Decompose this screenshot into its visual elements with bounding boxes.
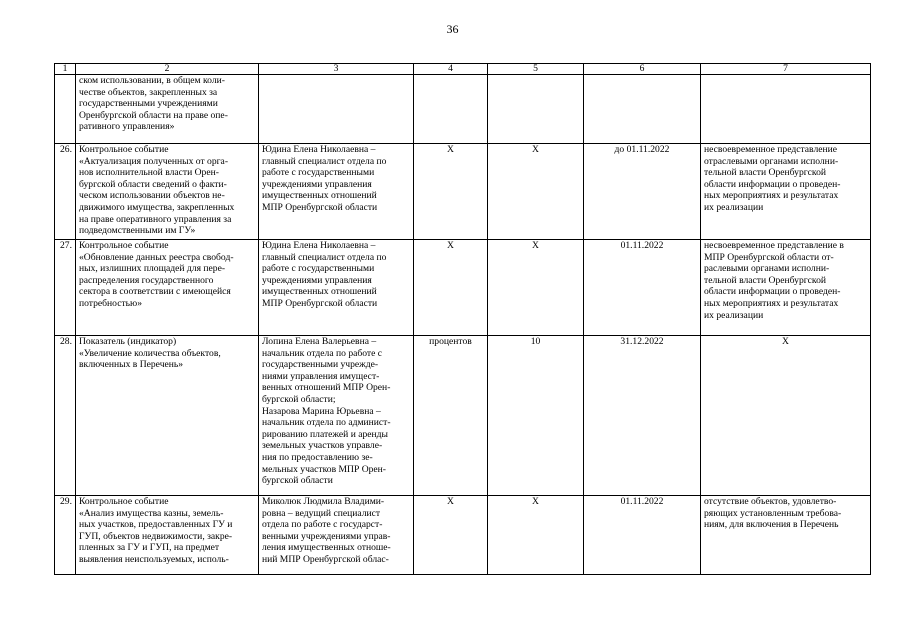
responsible-person-line: МПР Оренбургской области (262, 297, 378, 309)
risk-line: тельной власти Оренбургской (704, 274, 827, 286)
responsible-person-line: ния по предоставлению зе- (262, 451, 373, 463)
responsible-person-line: ний МПР Оренбургской облас- (262, 553, 389, 565)
responsible-person-line: работе с государственными (262, 167, 375, 179)
value-cell: 10 (488, 336, 584, 496)
column-header-6: 6 (584, 64, 701, 75)
risk-line: области информации о проведен- (704, 178, 841, 190)
responsible-person-line: главный специалист отдела по (262, 155, 387, 167)
row-number: 26. (55, 144, 76, 240)
responsible-person-line: рированию платежей и аренды (262, 428, 389, 440)
responsible-person-line: ниями управления имущест- (262, 370, 380, 382)
row-number (55, 75, 76, 144)
row-number: 28. (55, 336, 76, 496)
table-row (55, 240, 871, 336)
responsible-person-line: Лопина Елена Валерьевна – (262, 336, 377, 347)
unit-cell: X (414, 240, 488, 336)
risk-line: ных мероприятиях и результатах (704, 190, 839, 202)
event-description-line: ративного управления» (79, 121, 175, 133)
value-cell: X (488, 240, 584, 336)
risk-cell (701, 75, 871, 144)
event-description-cell (76, 75, 259, 144)
event-description-line: подведомственными им ГУ» (79, 225, 196, 237)
risk-line: их реализации (704, 309, 764, 321)
event-description-line: включенных в Перечень» (79, 359, 184, 371)
risk-cell (701, 496, 871, 575)
responsible-person-line: венных отношений МПР Орен- (262, 382, 391, 394)
risk-line: несвоевременное представление в (704, 240, 844, 251)
responsible-person-line: бургской области (262, 475, 333, 487)
responsible-person-line: Юдина Елена Николаевна – (262, 240, 376, 251)
risk-line: ниям, для включения в Перечень (704, 519, 839, 531)
responsible-person-line: имущественных отношений (262, 286, 377, 298)
responsible-person-line: главный специалист отдела по (262, 251, 387, 263)
event-description-line: Контрольное событие (79, 496, 169, 507)
event-description-cell (76, 336, 259, 496)
event-description-line: «Актуализация полученных от орга- (79, 155, 229, 167)
responsible-person-line: учреждениями управления (262, 178, 372, 190)
deadline-cell: до 01.11.2022 (584, 144, 701, 240)
responsible-person-line: ления имущественных отноше- (262, 542, 391, 554)
responsible-person-line: Юдина Елена Николаевна – (262, 144, 376, 155)
responsible-person-cell (259, 144, 414, 240)
event-description-line: государственными учреждениями (79, 98, 218, 110)
event-description-line: потребностью» (79, 297, 143, 309)
risk-line: отраслевыми органами исполни- (704, 155, 839, 167)
event-description-line: «Увеличение количества объектов, (79, 347, 221, 359)
risk-line: ряющих установленным требова- (704, 507, 842, 519)
event-description-line: «Обновление данных реестра свобод- (79, 251, 234, 263)
risk-line: ных мероприятиях и результатах (704, 297, 839, 309)
risk-cell (701, 336, 871, 496)
responsible-person-line: Назарова Марина Юрьевна – (262, 405, 381, 417)
unit-cell: X (414, 144, 488, 240)
event-description-line: честве объектов, закрепленных за (79, 86, 218, 98)
responsible-person-cell (259, 75, 414, 144)
deadline-cell: 01.11.2022 (584, 240, 701, 336)
event-description-line: распределения государственного (79, 274, 214, 286)
event-description-line: ГУП, объектов недвижимости, закре- (79, 530, 233, 542)
column-header-2: 2 (76, 64, 259, 75)
responsible-person-line: Миколюк Людмила Владими- (262, 496, 385, 507)
unit-cell: процентов (414, 336, 488, 496)
responsible-person-line: работе с государственными (262, 263, 375, 275)
column-header-4: 4 (414, 64, 488, 75)
responsible-person-line: государственными учрежде- (262, 359, 379, 371)
value-cell (488, 75, 584, 144)
risk-line: отсутствие объектов, удовлетво- (704, 496, 837, 507)
column-header-1: 1 (55, 64, 76, 75)
event-description-line: Показатель (индикатор) (79, 336, 177, 347)
page-number: 36 (446, 22, 459, 36)
event-description-line: ческом использовании объектов не- (79, 190, 225, 202)
value-cell: X (488, 496, 584, 575)
event-description-cell (76, 496, 259, 575)
column-header-5: 5 (488, 64, 584, 75)
risk-line: несвоевременное представление (704, 144, 838, 155)
risk-cell (701, 240, 871, 336)
responsible-person-line: МПР Оренбургской области (262, 201, 378, 213)
responsible-person-line: отдела по работе с государст- (262, 519, 383, 531)
responsible-person-line: земельных участков управле- (262, 440, 383, 452)
event-description-line: «Анализ имущества казны, земель- (79, 507, 224, 519)
table-body (55, 64, 871, 575)
column-header-7: 7 (701, 64, 871, 75)
column-header-row (55, 64, 871, 75)
event-description-line: бургской области сведений о факти- (79, 178, 227, 190)
event-description-line: движимого имущества, закрепленных (79, 201, 235, 213)
risk-line: области информации о проведен- (704, 286, 841, 298)
table-row (55, 75, 871, 144)
risk-line: их реализации (704, 201, 764, 213)
responsible-person-line: бургской области; (262, 393, 336, 405)
responsible-person-cell (259, 240, 414, 336)
event-description-line: выявления неиспользуемых, исполь- (79, 553, 229, 565)
event-description-line: ском использовании, в общем коли- (79, 75, 225, 86)
deadline-cell: 31.12.2022 (584, 336, 701, 496)
responsible-person-line: мельных участков МПР Орен- (262, 463, 387, 475)
value-cell: X (488, 144, 584, 240)
table-row (55, 496, 871, 575)
event-description-line: пленных за ГУ и ГУП, на предмет (79, 542, 220, 554)
risk-line: X (782, 336, 789, 347)
responsible-person-line: венными учреждениями управ- (262, 530, 391, 542)
responsible-person-cell (259, 336, 414, 496)
row-number: 29. (55, 496, 76, 575)
column-header-3: 3 (259, 64, 414, 75)
risk-line: МПР Оренбургской области от- (704, 251, 834, 263)
responsible-person-line: начальник отдела по админист- (262, 417, 391, 429)
event-description-line: Оренбургской области на праве опе- (79, 109, 228, 121)
event-description-cell (76, 240, 259, 336)
event-description-line: Контрольное событие (79, 144, 169, 155)
deadline-cell (584, 75, 701, 144)
event-description-line: сектора в соответствии с имеющейся (79, 286, 231, 298)
event-description-line: на праве оперативного управления за (79, 213, 232, 225)
risk-line: раслевыми органами исполни- (704, 263, 830, 275)
row-number: 27. (55, 240, 76, 336)
responsible-person-line: начальник отдела по работе с (262, 347, 383, 359)
unit-cell (414, 75, 488, 144)
risk-line: тельной власти Оренбургской (704, 167, 827, 179)
responsible-person-line: имущественных отношений (262, 190, 377, 202)
event-description-line: Контрольное событие (79, 240, 169, 251)
event-description-line: ных участков, предоставленных ГУ и (79, 519, 233, 531)
monitoring-table (54, 63, 871, 575)
event-description-cell (76, 144, 259, 240)
responsible-person-line: ровна – ведущий специалист (262, 507, 381, 519)
deadline-cell: 01.11.2022 (584, 496, 701, 575)
responsible-person-line: учреждениями управления (262, 274, 372, 286)
table-row (55, 336, 871, 496)
event-description-line: нов исполнительной власти Орен- (79, 167, 219, 179)
event-description-line: ных, излишних площадей для пере- (79, 263, 226, 275)
unit-cell: X (414, 496, 488, 575)
responsible-person-cell (259, 496, 414, 575)
table-row (55, 144, 871, 240)
risk-cell (701, 144, 871, 240)
